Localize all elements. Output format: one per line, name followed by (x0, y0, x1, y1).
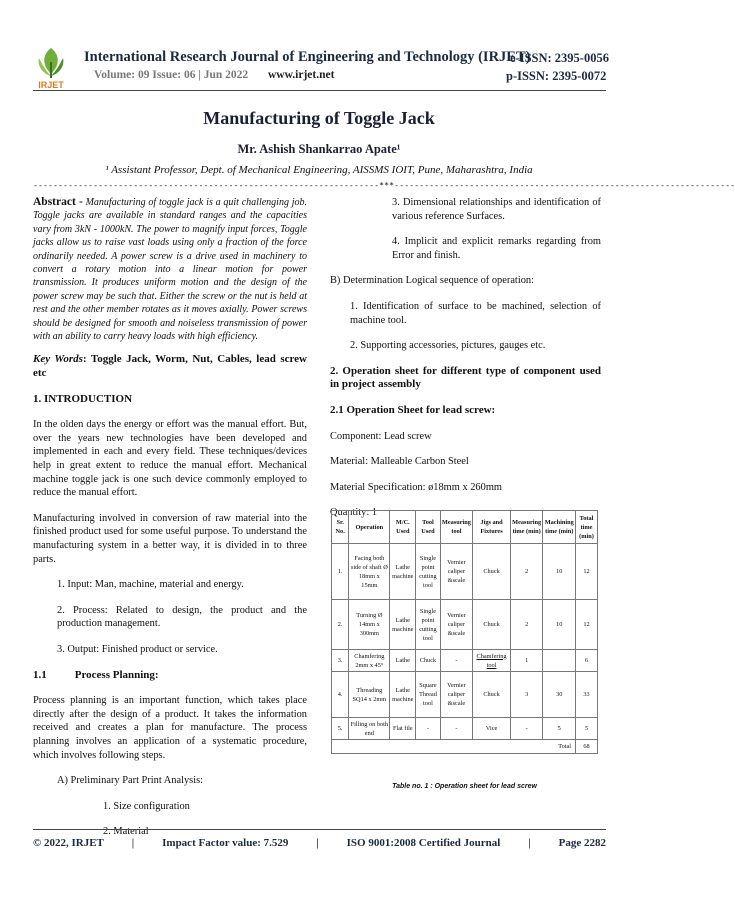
table-row (332, 544, 598, 600)
abstract (33, 196, 307, 343)
step-a-item-1: 1. Size configuration (103, 800, 190, 812)
table-cell: 5 (576, 718, 598, 740)
table-cell: 3 (510, 672, 543, 718)
table-cell: Lathe machine (390, 600, 416, 650)
total-label: Total (332, 740, 576, 754)
table-cell: Lathe machine (390, 672, 416, 718)
table-cell: Vice (473, 718, 511, 740)
table-cell: Lathe machine (390, 544, 416, 600)
step-b: B) Determination Logical sequence of operation: (330, 275, 534, 287)
table-cell: 2 (510, 544, 543, 600)
table-cell: Chuck (473, 544, 511, 600)
quantity-line: Quantity: 1 (330, 507, 378, 519)
header-divider (33, 90, 606, 91)
right-column (330, 196, 601, 520)
process-planning-number: 1.1 (33, 668, 47, 681)
table-row (332, 600, 598, 650)
operation-sheet-table (331, 510, 598, 754)
material-spec-line: Material Specification: ø18mm x 260mm (330, 481, 502, 493)
table-cell: 5 (543, 718, 576, 740)
footer-separator: | (131, 837, 135, 849)
intro-paragraph-1: In the olden days the energy or effort was the manual effort. But, over the years new technologies have been developed and implemented in each and every field. These techniques/devices help in great extent to reduce the manual effort. Mechanical machine toggle jack is one such device commonly employed to reduce the manual effort. (33, 419, 307, 499)
step-b-item-1: 1. Identification of surface to be machined, selection of machine tool. (350, 300, 601, 326)
header-machine: M/C. Used (390, 511, 416, 544)
header-tool: Tool Used (416, 511, 440, 544)
abstract-text: Manufacturing of toggle jack is a quit challenging job. Toggle jacks are available in standard ranges and the capacities vary from 3kN - 1000kN. The power to magnify input forces, Toggle jacks allow us to raise vast loads using only a fraction of the force ordinarily needed. A power screw is a drive used in machinery to convert a rotary motion into a linear motion for power transmission. It produces uniform motion and the design of the power screw may be such that. Either the screw or the nut is held at rest and the other member rotates as it moves axially. Power screws should be designed for smooth and noiseless transmission of power with an ability to carry heavy loads with high efficiency. (33, 197, 308, 343)
table-cell: Chuck (473, 600, 511, 650)
header-measuring-time: Measuring time (min) (510, 511, 543, 544)
table-row (332, 718, 598, 740)
table-cell: 10 (543, 600, 576, 650)
table-cell: Chamfering 2mm x 45° (349, 650, 390, 672)
step-a-item-4: 4. Implicit and explicit remarks regarding from Error and finish. (392, 236, 601, 261)
table-cell: Lathe (390, 650, 416, 672)
table-row (332, 672, 598, 718)
table-cell: 12 (576, 600, 598, 650)
section-2-1-heading: 2.1 Operation Sheet for lead screw: (330, 403, 496, 416)
author-affiliation: ¹ Assistant Professor, Dept. of Mechanical Engineering, AISSMS IOIT, Pune, Maharashtra, India (105, 164, 533, 176)
table-cell: Turning Ø 14mm x 300mm (349, 600, 390, 650)
page-footer (33, 837, 606, 849)
table-cell: Chamfering tool (473, 650, 511, 672)
material-line: Material: Malleable Carbon Steel (330, 456, 469, 468)
step-a-item-2: 2. Material (103, 826, 149, 838)
volume-issue: Volume: 09 Issue: 06 | Jun 2022 (94, 69, 249, 81)
p-issn: p-ISSN: 2395-0072 (506, 69, 607, 83)
left-column (33, 196, 307, 839)
header-total-time: Total time (min) (576, 511, 598, 544)
table-cell: Filling on both end (349, 718, 390, 740)
intro-heading: 1. INTRODUCTION (33, 392, 133, 405)
table-cell (543, 650, 576, 672)
paper-author: Mr. Ashish Shankarrao Apate¹ (237, 142, 401, 156)
e-issn: e-ISSN: 2395-0056 (510, 51, 609, 65)
process-planning-title: Process Planning: (74, 668, 159, 681)
section-2-heading: 2. Operation sheet for different type of component used in project assembly (330, 364, 601, 391)
table-cell: 5. (332, 718, 349, 740)
table-caption: Table no. 1 : Operation sheet for lead screw (392, 783, 537, 790)
table-cell: Single point cutting tool (416, 600, 440, 650)
table-cell: 12 (576, 544, 598, 600)
table-cell: 10 (543, 544, 576, 600)
header-jigs-fixtures: Jigs and Fixtures (473, 511, 511, 544)
table-cell: - (440, 650, 473, 672)
footer-page-number: Page 2282 (558, 837, 606, 849)
table-cell: Chuck (416, 650, 440, 672)
table-cell: 6 (576, 650, 598, 672)
table-cell: Vernier caliper &scale (440, 600, 473, 650)
table-cell: - (440, 718, 473, 740)
list-item-input: 1. Input: Man, machine, material and energy. (57, 579, 244, 591)
table-cell: Vernier caliper &scale (440, 544, 473, 600)
list-item-output: 3. Output: Finished product or service. (57, 643, 218, 655)
table-cell: 4. (332, 672, 349, 718)
section-separator: ---------------------------------------------------------------------***-------------------------------------------------------------------- (33, 181, 735, 190)
process-planning-heading (33, 669, 307, 683)
table-cell: Flat file (390, 718, 416, 740)
header-operation: Operation (349, 511, 390, 544)
footer-divider (33, 829, 606, 830)
step-a: A) Preliminary Part Print Analysis: (57, 775, 204, 787)
logo-wordmark: IRJET (38, 80, 64, 90)
keywords (33, 353, 307, 380)
table-cell: - (510, 718, 543, 740)
table-cell: 1 (510, 650, 543, 672)
table-cell: Chuck (473, 672, 511, 718)
header-sr-no: Sr. No. (332, 511, 349, 544)
footer-impact-factor: Impact Factor value: 7.529 (162, 837, 289, 849)
table-cell: Threading SQ14 x 2mm (349, 672, 390, 718)
table-cell: Single point cutting tool (416, 544, 440, 600)
keywords-text: : Toggle Jack, Worm, Nut, Cables, lead screw etc (33, 353, 307, 380)
table-cell: Square Thread tool (416, 672, 440, 718)
table-cell: 33 (576, 672, 598, 718)
footer-separator: | (528, 837, 531, 849)
header-machining-time: Machining time (min) (543, 511, 576, 544)
table-cell: - (416, 718, 440, 740)
list-item-process: 2. Process: Related to design, the product and the production management. (57, 604, 307, 630)
total-value: 68 (576, 740, 598, 754)
keywords-label: Key Words (33, 353, 83, 366)
step-a-item-3: 3. Dimensional relationships and identification of various reference Surfaces. (392, 197, 601, 222)
header-measuring-tool: Measuring tool (440, 511, 473, 544)
paper-title: Manufacturing of Toggle Jack (203, 108, 435, 128)
table-cell: 2 (510, 600, 543, 650)
footer-iso: ISO 9001:2008 Certified Journal (346, 837, 501, 849)
table-total-row (332, 740, 598, 754)
step-b-item-2: 2. Supporting accessories, pictures, gauges etc. (350, 340, 546, 352)
process-planning-text: Process planning is an important function, which takes place directly after the design of a product. It takes the information received and creates a plan for manufacture. The process planning involves an application of a systematic procedure, which involves following steps. (33, 695, 307, 761)
table-cell: 1. (332, 544, 349, 600)
table-header-row (332, 511, 598, 544)
table-cell: Vernier caliper &scale (440, 672, 473, 718)
table-row (332, 650, 598, 672)
footer-separator: | (316, 837, 319, 849)
table-cell: 2. (332, 600, 349, 650)
table-cell: 3. (332, 650, 349, 672)
journal-name: International Research Journal of Engineering and Technology (IRJET) (84, 49, 531, 65)
table-cell: Facing both side of shaft Ø 18mm x 15mm (349, 544, 390, 600)
footer-copyright: © 2022, IRJET (33, 837, 104, 849)
journal-website-link[interactable]: www.irjet.net (268, 69, 335, 81)
abstract-label: Abstract - (33, 196, 83, 208)
component-line: Component: Lead screw (330, 430, 432, 442)
irjet-logo (33, 44, 69, 90)
intro-paragraph-2: Manufacturing involved in conversion of raw material into the finished product used for some useful purpose. To understand the manufacturing system in a better way, it is divided in to three parts. (33, 512, 307, 565)
table-cell: 30 (543, 672, 576, 718)
